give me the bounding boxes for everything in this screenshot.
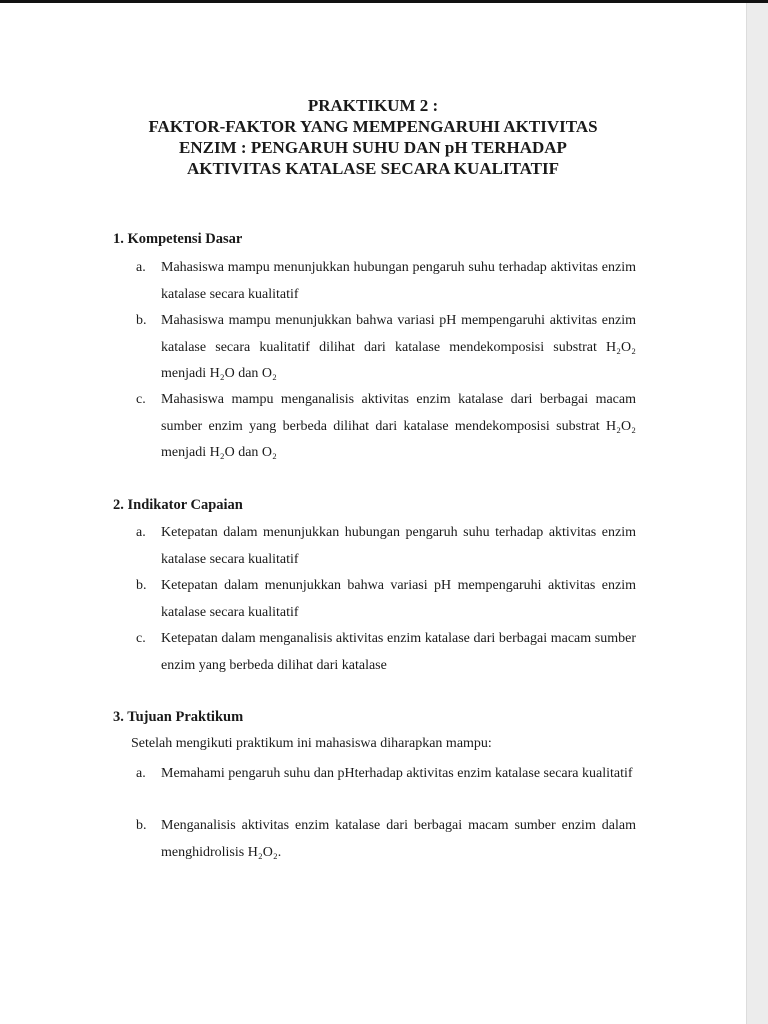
list-marker: a. — [136, 525, 146, 540]
list-marker: c. — [136, 631, 146, 646]
title-line: FAKTOR-FAKTOR YANG MEMPENGARUHI AKTIVITAS — [148, 117, 598, 136]
list-item — [136, 761, 636, 788]
section-heading-indikator-capaian: 2. Indikator Capaian — [113, 497, 243, 513]
title-line: AKTIVITAS KATALASE SECARA KUALITATIF — [186, 159, 560, 178]
list-item-text: Ketepatan dalam menganalisis aktivitas enzim katalase dari berbagai macam sumber enzim yang berbeda dilihat dari katalase — [161, 631, 636, 673]
list-item-text: Memahami pengaruh suhu dan pHterhadap aktivitas enzim katalase secara kualitatif — [161, 766, 633, 781]
document-title — [0, 95, 746, 179]
list-item — [136, 255, 636, 308]
list-item — [136, 813, 636, 866]
list-item — [136, 520, 636, 573]
list-item — [136, 387, 636, 467]
list-marker: b. — [136, 313, 147, 328]
list-marker: b. — [136, 818, 147, 833]
list-marker: b. — [136, 578, 147, 593]
list-marker: a. — [136, 260, 146, 275]
list-item-text: Menganalisis aktivitas enzim katalase dari berbagai macam sumber enzim dalam menghidrolisis H₂O₂. — [161, 818, 636, 860]
title-line: PRAKTIKUM 2 : — [307, 96, 439, 115]
title-line: ENZIM : PENGARUH SUHU DAN pH TERHADAP — [179, 138, 567, 157]
list-item-text: Mahasiswa mampu menganalisis aktivitas enzim katalase dari berbagai macam sumber enzim yang berbeda dilihat dari katalase mendekomposisi substrat H₂O₂ menjadi H₂O dan O₂ — [161, 392, 636, 460]
list-marker: a. — [136, 766, 146, 781]
viewer-scroll-gutter[interactable] — [746, 3, 768, 1024]
list-item-text: Ketepatan dalam menunjukkan hubungan pengaruh suhu terhadap aktivitas enzim katalase secara kualitatif — [161, 525, 636, 567]
section-heading-kompetensi-dasar: 1. Kompetensi Dasar — [113, 231, 243, 247]
list-item-text: Mahasiswa mampu menunjukkan hubungan pengaruh suhu terhadap aktivitas enzim katalase secara kualitatif — [161, 260, 636, 302]
list-item-text: Mahasiswa mampu menunjukkan bahwa variasi pH mempengaruhi aktivitas enzim katalase secara kualitatif dilihat dari katalase mendekomposisi substrat H₂O₂ menjadi H₂O dan O₂ — [161, 313, 636, 381]
list-item — [136, 308, 636, 388]
document-page — [0, 3, 746, 1024]
list-item — [136, 626, 636, 679]
section-intro: Setelah mengikuti praktikum ini mahasiswa diharapkan mampu: — [131, 736, 492, 751]
section-heading-tujuan-praktikum: 3. Tujuan Praktikum — [113, 709, 244, 725]
list-item-text: Ketepatan dalam menunjukkan bahwa variasi pH mempengaruhi aktivitas enzim katalase secara kualitatif — [161, 578, 636, 620]
list-marker: c. — [136, 392, 146, 407]
list-item — [136, 573, 636, 626]
